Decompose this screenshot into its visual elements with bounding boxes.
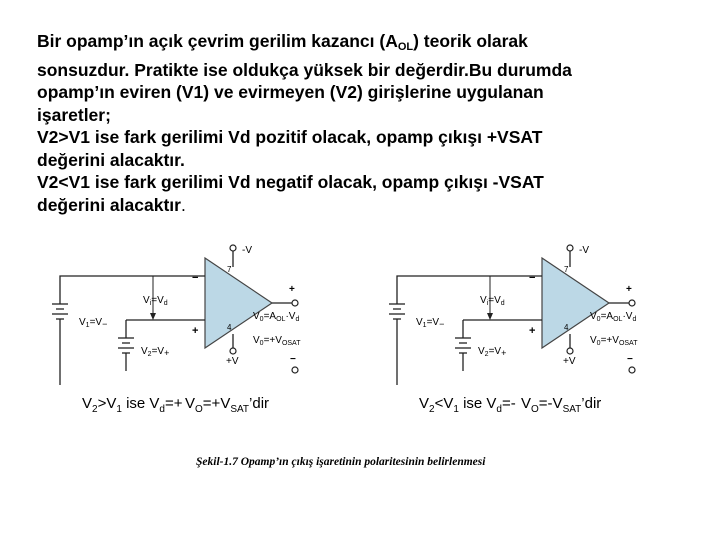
line-1-text-a: Bir opamp’ın açık çevrim gerilim kazancı (A <box>37 31 398 51</box>
left-output-minus: − <box>290 354 296 365</box>
right-opamp-triangle <box>542 258 609 348</box>
right-vi-label: $V_i=V_d$ <box>480 295 505 307</box>
right-v2-label: $V_2=V+$ <box>478 346 507 358</box>
left-vi-arrow-head <box>150 313 156 320</box>
left-v2-label: $V_2=V+$ <box>141 346 170 358</box>
right-pin-4: 4 <box>564 323 569 332</box>
right-v1-label: $V_1=V-$ <box>416 317 445 329</box>
right-condition-text: $V_2<V_1$ ise $V_d=-$ <box>419 395 516 415</box>
paragraph-line-3: opamp’ın eviren (V1) ve evirmeyen (V2) girişlerine uygulanan <box>37 82 544 102</box>
left-circuit <box>52 245 301 415</box>
paragraph-line-6: değerini alacaktır. <box>37 149 185 170</box>
left-result-text: $V_O=+V_{SAT}’dir$ <box>185 395 270 415</box>
line-1-text-b: ) teorik olarak <box>413 31 528 51</box>
left-opamp-triangle <box>205 258 272 348</box>
left-vo2-label: $V_0=+V_{OSAT}$ <box>253 335 301 347</box>
right-supply-bottom-terminal <box>567 348 573 354</box>
left-condition-text: $V_2>V_1$ ise $V_d=+$ <box>82 395 183 415</box>
paragraph-line-4: işaretler; <box>37 104 111 125</box>
left-output-terminal <box>292 300 298 306</box>
right-vo1-label: $V_0=A_{OL}\cdot V_d$ <box>590 311 637 323</box>
right-supply-top-terminal <box>567 245 573 251</box>
right-plus-input-sign: + <box>529 325 536 337</box>
right-pin-7: 7 <box>564 265 569 274</box>
left-supply-top-label: -V <box>242 245 252 256</box>
aol-subscript: OL <box>397 41 414 53</box>
right-output-minus: − <box>627 354 633 365</box>
left-v1-label: $V_1=V-$ <box>79 317 108 329</box>
right-ground-terminal <box>629 367 635 373</box>
paragraph-line-2: sonsuzdur. Pratikte ise oldukça yüksek bir değerdir.Bu durumda <box>37 59 572 80</box>
left-pin-7: 7 <box>227 265 232 274</box>
paragraph-line-5: V2>V1 ise fark gerilimi Vd pozitif olacak, opamp çıkışı +VSAT <box>37 127 543 147</box>
left-pin-4: 4 <box>227 323 232 332</box>
line-8-period: . <box>180 194 186 215</box>
right-inv-input-wire <box>397 276 542 304</box>
right-supply-top-label: -V <box>579 245 589 256</box>
left-ground-terminal <box>292 367 298 373</box>
right-output-terminal <box>629 300 635 306</box>
right-minus-input-sign: − <box>529 272 536 284</box>
right-circuit <box>389 245 638 415</box>
left-supply-top-terminal <box>230 245 236 251</box>
right-vo2-label: $V_0=+V_{OSAT}$ <box>590 335 638 347</box>
right-output-plus: + <box>626 284 632 295</box>
right-result-text: $V_O=-V_{SAT}’dir$ <box>521 395 602 415</box>
left-supply-bottom-label: +V <box>226 356 239 367</box>
left-plus-input-sign: + <box>192 325 199 337</box>
left-supply-bottom-terminal <box>230 348 236 354</box>
left-vi-label: $V_i=V_d$ <box>143 295 168 307</box>
figure-caption: Şekil-1.7 Opamp’ın çıkış işaretinin polaritesinin belirlenmesi <box>196 456 486 468</box>
right-vi-arrow-head <box>487 313 493 320</box>
left-output-plus: + <box>289 284 295 295</box>
left-minus-input-sign: − <box>192 272 199 284</box>
left-vo1-label: $V_0=A_{OL}\cdot V_d$ <box>253 311 300 323</box>
right-supply-bottom-label: +V <box>563 356 576 367</box>
line-8-text: değerini alacaktır <box>37 194 181 215</box>
paragraph-line-7: V2<V1 ise fark gerilimi Vd negatif olacak, opamp çıkışı -VSAT <box>37 172 544 192</box>
left-inv-input-wire <box>60 276 205 304</box>
